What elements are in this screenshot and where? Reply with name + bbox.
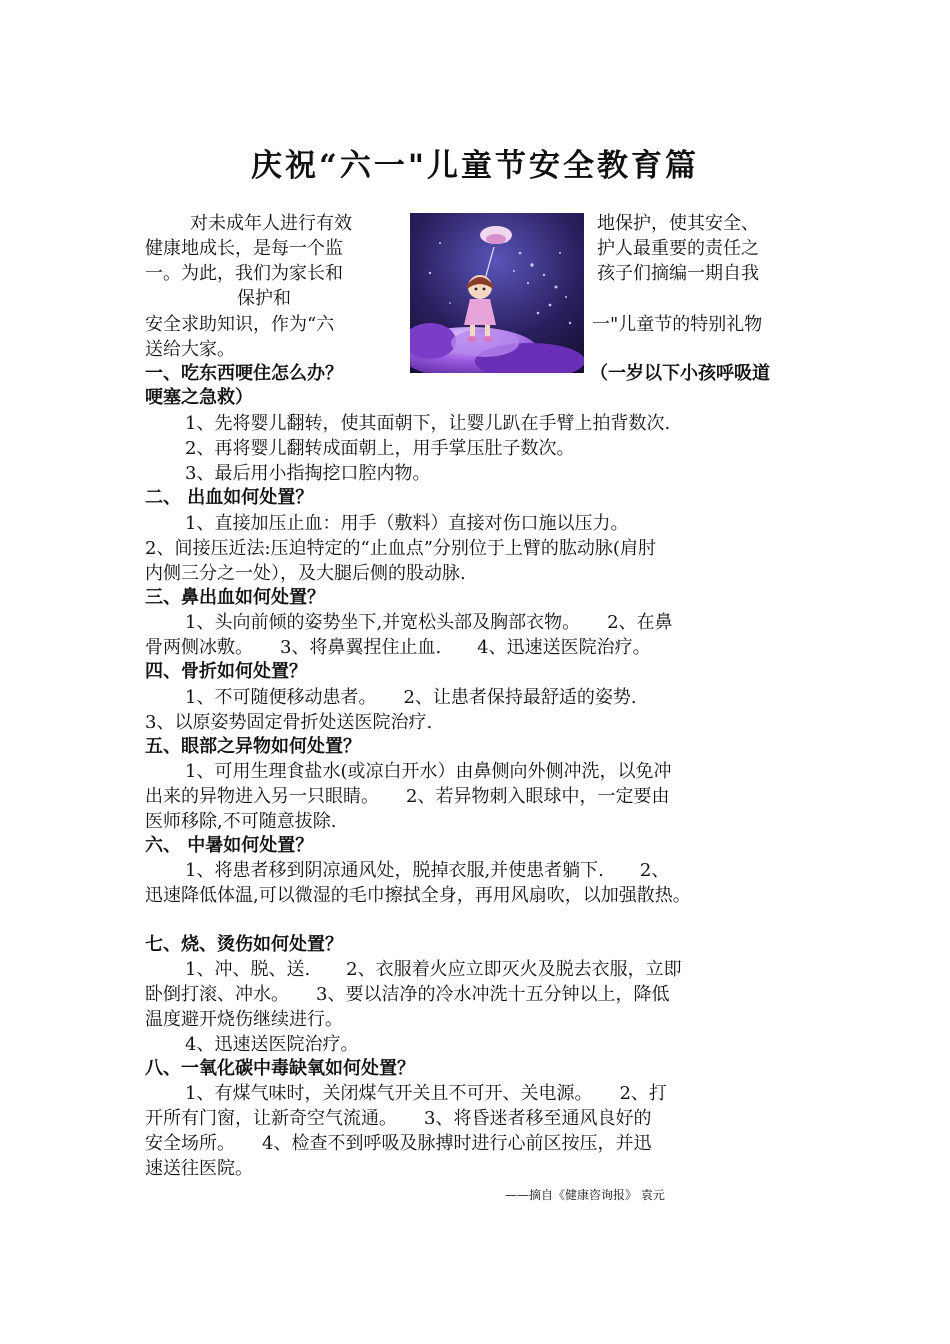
- section-line: 内侧三分之一处），及大腿后侧的股动脉.: [145, 563, 466, 584]
- page-title: 庆祝“六一"儿童节安全教育篇: [251, 148, 699, 184]
- section-heading: 五、眼部之异物如何处置？: [145, 736, 361, 757]
- intro-line: 一。为此，我们为家长和: [145, 263, 343, 284]
- section-heading: 八、一氧化碳中毒缺氧如何处置？: [145, 1058, 415, 1079]
- section-line: 骨两侧冰敷。 3、将鼻翼捏住止血. 4、迅速送医院治疗。: [145, 637, 651, 658]
- intro-line: 孩子们摘编一期自我: [597, 263, 759, 284]
- section-line: 1、将患者移到阴凉通风处，脱掉衣服,并使患者躺下. 2、: [185, 860, 670, 881]
- section-line: 2、间接压近法:压迫特定的“止血点”分别位于上臂的肱动脉(肩肘: [145, 538, 656, 559]
- section-line: 1、冲、脱、送. 2、衣服着火应立即灭火及脱去衣服，立即: [185, 959, 682, 980]
- section-line: 1、可用生理食盐水(或凉白开水）由鼻侧向外侧冲洗，以免冲: [185, 761, 672, 782]
- section-heading: 四、骨折如何处置？: [145, 661, 307, 682]
- section-line: 1、有煤气味时，关闭煤气开关且不可开、关电源。 2、打: [185, 1083, 667, 1104]
- section-line: 4、迅速送医院治疗。: [185, 1034, 359, 1055]
- section-line: 温度避开烧伤继续进行。: [145, 1009, 343, 1030]
- section-heading: 一、吃东西哽住怎么办？: [145, 363, 343, 384]
- intro-line: 一"儿童节的特别礼物: [592, 314, 763, 335]
- source-credit: ——摘自《健康咨询报》 袁元: [505, 1188, 665, 1202]
- intro-line: 送给大家。: [145, 339, 235, 360]
- intro-line: 健康地成长，是每一个监: [145, 238, 343, 259]
- section-heading: 三、鼻出血如何处置？: [145, 587, 325, 608]
- section-line: 医师移除,不可随意拔除.: [145, 811, 337, 832]
- section-line: 1、头向前倾的姿势坐下,并宽松头部及胸部衣物。 2、在鼻: [185, 612, 673, 633]
- intro-line: 地保护，使其安全、: [597, 213, 759, 234]
- section-heading: 六、 中暑如何处置？: [145, 835, 314, 856]
- section-line: 出来的异物进入另一只眼睛。 2、若异物刺入眼球中，一定要由: [145, 786, 670, 807]
- girl-with-flower-illustration: [410, 213, 584, 373]
- section-line: 3、最后用小指掏挖口腔内物。: [185, 463, 431, 484]
- intro-line: 保护和: [237, 288, 291, 309]
- intro-line: 安全求助知识，作为“六: [145, 314, 335, 335]
- section-line: 1、先将婴儿翻转，使其面朝下，让婴儿趴在手臂上拍背数次.: [185, 413, 671, 434]
- section-line: 开所有门窗，让新奇空气流通。 3、将昏迷者移至通风良好的: [145, 1108, 652, 1129]
- section-line: 1、不可随便移动患者。 2、让患者保持最舒适的姿势.: [185, 687, 637, 708]
- section-line: 1、直接加压止血：用手（敷料）直接对伤口施以压力。: [185, 513, 629, 534]
- section-line: 卧倒打滚、冲水。 3、要以洁净的冷水冲洗十五分钟以上，降低: [145, 984, 670, 1005]
- section-line: 速送往医院。: [145, 1158, 253, 1179]
- section-heading-note: （一岁以下小孩呼吸道: [590, 363, 770, 384]
- section-heading: 二、 出血如何处置？: [145, 487, 314, 508]
- intro-line: 护人最重要的责任之: [597, 238, 759, 259]
- section-heading: 七、烧、烫伤如何处置？: [145, 934, 343, 955]
- section-line: 3、以原姿势固定骨折处送医院治疗.: [145, 712, 433, 733]
- section-heading-note: 哽塞之急救）: [145, 387, 253, 408]
- section-line: 迅速降低体温,可以微湿的毛巾擦拭全身，再用风扇吹，以加强散热。: [145, 885, 691, 906]
- section-line: 安全场所。 4、检查不到呼吸及脉搏时进行心前区按压，并迅: [145, 1133, 652, 1154]
- section-line: 2、再将婴儿翻转成面朝上，用手掌压肚子数次。: [185, 438, 575, 459]
- intro-line: 对未成年人进行有效: [190, 213, 352, 234]
